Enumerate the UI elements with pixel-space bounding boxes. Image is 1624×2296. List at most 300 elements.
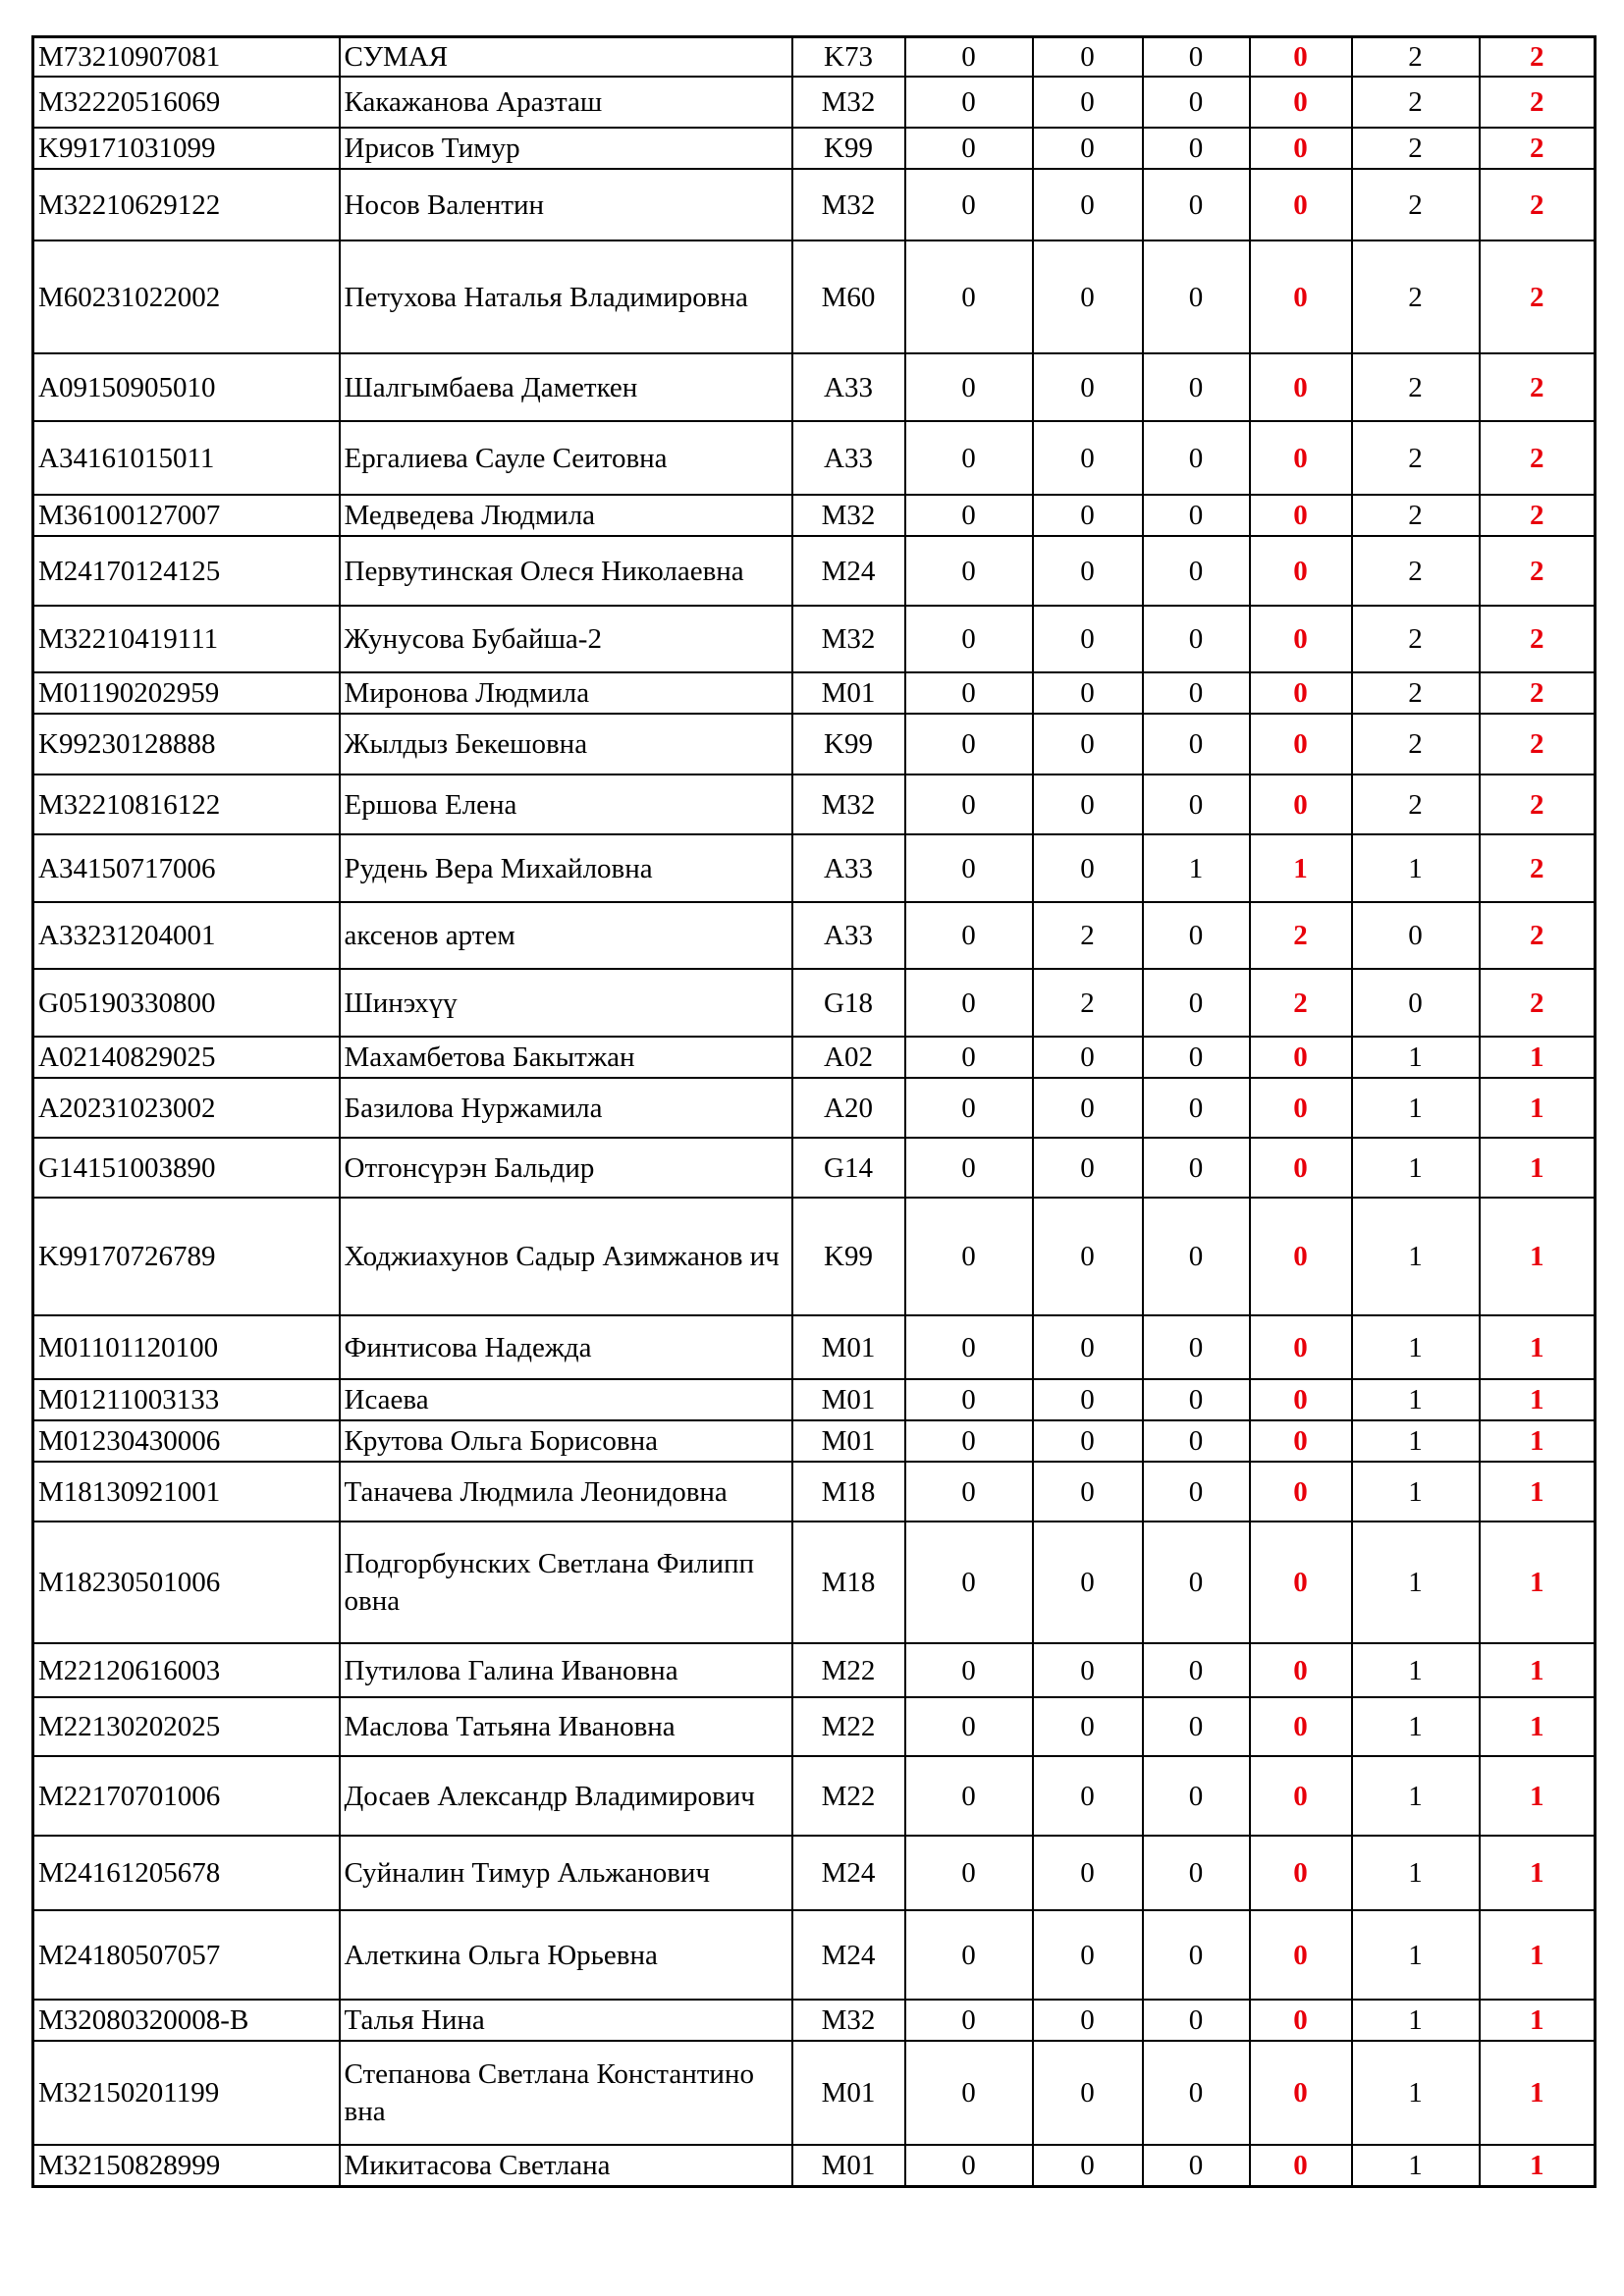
cell-value-3: 0	[1143, 1910, 1250, 2000]
table-row	[33, 37, 1596, 78]
cell-subtotal: 2	[1250, 902, 1352, 969]
cell-id: M73210907081	[33, 37, 340, 78]
cell-subtotal: 0	[1250, 1756, 1352, 1836]
cell-code: A33	[792, 834, 905, 902]
cell-subtotal: 0	[1250, 2041, 1352, 2145]
cell-subtotal: 0	[1250, 1198, 1352, 1315]
cell-name: Суйналин Тимур Альжанович	[340, 1836, 792, 1910]
cell-value-1: 0	[905, 1420, 1033, 1462]
cell-value-1: 0	[905, 77, 1033, 128]
cell-id: G05190330800	[33, 969, 340, 1037]
cell-value-2: 0	[1033, 2000, 1143, 2041]
cell-value-3: 0	[1143, 969, 1250, 1037]
cell-code: M60	[792, 240, 905, 353]
cell-name: Финтисова Надежда	[340, 1315, 792, 1379]
cell-name: Подгорбунских Светлана Филипп овна	[340, 1522, 792, 1643]
cell-value-1: 0	[905, 1315, 1033, 1379]
cell-id: A34161015011	[33, 421, 340, 495]
cell-value-4: 1	[1352, 1420, 1480, 1462]
cell-value-3: 0	[1143, 1315, 1250, 1379]
cell-total: 1	[1480, 1420, 1596, 1462]
cell-id: M24180507057	[33, 1910, 340, 2000]
cell-id: M32210816122	[33, 774, 340, 834]
cell-value-3: 0	[1143, 353, 1250, 421]
cell-total: 2	[1480, 240, 1596, 353]
cell-id: M32150201199	[33, 2041, 340, 2145]
cell-total: 1	[1480, 1697, 1596, 1756]
cell-code: M18	[792, 1522, 905, 1643]
cell-id: M36100127007	[33, 495, 340, 536]
cell-total: 1	[1480, 1315, 1596, 1379]
cell-value-2: 0	[1033, 169, 1143, 240]
cell-name: Шинэхүү	[340, 969, 792, 1037]
table-row	[33, 421, 1596, 495]
table-row	[33, 169, 1596, 240]
cell-code: G14	[792, 1138, 905, 1198]
cell-value-2: 0	[1033, 834, 1143, 902]
table-row	[33, 714, 1596, 774]
cell-value-1: 0	[905, 902, 1033, 969]
cell-name: Петухова Наталья Владимировна	[340, 240, 792, 353]
cell-value-1: 0	[905, 2145, 1033, 2186]
cell-value-2: 0	[1033, 1756, 1143, 1836]
cell-total: 1	[1480, 1198, 1596, 1315]
cell-total: 2	[1480, 536, 1596, 606]
cell-value-1: 0	[905, 1697, 1033, 1756]
table-row	[33, 902, 1596, 969]
cell-total: 2	[1480, 128, 1596, 169]
cell-subtotal: 0	[1250, 1420, 1352, 1462]
results-table	[31, 35, 1597, 2188]
cell-value-2: 0	[1033, 77, 1143, 128]
cell-value-1: 0	[905, 128, 1033, 169]
cell-value-4: 1	[1352, 2145, 1480, 2186]
cell-code: K99	[792, 714, 905, 774]
cell-subtotal: 0	[1250, 1078, 1352, 1138]
cell-value-2: 0	[1033, 37, 1143, 78]
cell-name: Отгонсүрэн Бальдир	[340, 1138, 792, 1198]
cell-name: СУМАЯ	[340, 37, 792, 78]
cell-name: Ершова Елена	[340, 774, 792, 834]
table-row	[33, 1315, 1596, 1379]
cell-name: Жунусова Бубайша-2	[340, 606, 792, 672]
cell-value-1: 0	[905, 2000, 1033, 2041]
cell-value-4: 2	[1352, 495, 1480, 536]
table-row	[33, 1198, 1596, 1315]
cell-value-4: 1	[1352, 1462, 1480, 1522]
cell-value-1: 0	[905, 1198, 1033, 1315]
cell-total: 2	[1480, 421, 1596, 495]
cell-total: 1	[1480, 1836, 1596, 1910]
cell-value-1: 0	[905, 714, 1033, 774]
cell-code: M01	[792, 2145, 905, 2186]
cell-value-2: 0	[1033, 536, 1143, 606]
cell-value-4: 2	[1352, 421, 1480, 495]
cell-subtotal: 0	[1250, 1462, 1352, 1522]
table-row	[33, 495, 1596, 536]
cell-value-3: 0	[1143, 536, 1250, 606]
table-row	[33, 1697, 1596, 1756]
cell-name: Базилова Нуржамила	[340, 1078, 792, 1138]
table-row	[33, 969, 1596, 1037]
cell-value-1: 0	[905, 240, 1033, 353]
cell-value-2: 0	[1033, 1522, 1143, 1643]
cell-name: Крутова Ольга Борисовна	[340, 1420, 792, 1462]
cell-value-1: 0	[905, 495, 1033, 536]
cell-name: Носов Валентин	[340, 169, 792, 240]
cell-value-2: 0	[1033, 421, 1143, 495]
cell-code: M01	[792, 1379, 905, 1420]
cell-id: M01190202959	[33, 672, 340, 714]
cell-id: G14151003890	[33, 1138, 340, 1198]
cell-value-2: 0	[1033, 1462, 1143, 1522]
cell-value-1: 0	[905, 169, 1033, 240]
cell-value-1: 0	[905, 353, 1033, 421]
table-row	[33, 606, 1596, 672]
table-row	[33, 1836, 1596, 1910]
cell-id: K99171031099	[33, 128, 340, 169]
cell-name: Путилова Галина Ивановна	[340, 1643, 792, 1697]
cell-id: M32080320008-B	[33, 2000, 340, 2041]
cell-total: 1	[1480, 1522, 1596, 1643]
cell-value-3: 0	[1143, 1420, 1250, 1462]
cell-total: 2	[1480, 672, 1596, 714]
cell-value-4: 2	[1352, 714, 1480, 774]
cell-id: M22170701006	[33, 1756, 340, 1836]
cell-value-2: 0	[1033, 495, 1143, 536]
cell-value-1: 0	[905, 1836, 1033, 1910]
cell-code: K99	[792, 1198, 905, 1315]
cell-value-2: 0	[1033, 774, 1143, 834]
cell-value-1: 0	[905, 1037, 1033, 1078]
cell-total: 2	[1480, 902, 1596, 969]
table-row	[33, 1643, 1596, 1697]
cell-total: 1	[1480, 1756, 1596, 1836]
cell-id: M24161205678	[33, 1836, 340, 1910]
cell-value-2: 2	[1033, 969, 1143, 1037]
cell-value-1: 0	[905, 1910, 1033, 2000]
cell-value-2: 0	[1033, 240, 1143, 353]
cell-name: Исаева	[340, 1379, 792, 1420]
cell-code: A33	[792, 421, 905, 495]
cell-name: Степанова Светлана Константино вна	[340, 2041, 792, 2145]
cell-value-2: 0	[1033, 2041, 1143, 2145]
cell-total: 2	[1480, 969, 1596, 1037]
cell-value-1: 0	[905, 1138, 1033, 1198]
cell-name: Жылдыз Бекешовна	[340, 714, 792, 774]
table-row	[33, 2145, 1596, 2186]
cell-subtotal: 1	[1250, 834, 1352, 902]
cell-name: Первутинская Олеся Николаевна	[340, 536, 792, 606]
cell-value-2: 2	[1033, 902, 1143, 969]
cell-subtotal: 0	[1250, 1037, 1352, 1078]
cell-total: 1	[1480, 1643, 1596, 1697]
cell-total: 2	[1480, 774, 1596, 834]
cell-code: A33	[792, 353, 905, 421]
cell-value-4: 2	[1352, 169, 1480, 240]
cell-value-4: 1	[1352, 1379, 1480, 1420]
cell-value-1: 0	[905, 1462, 1033, 1522]
cell-value-2: 0	[1033, 2145, 1143, 2186]
cell-id: M22120616003	[33, 1643, 340, 1697]
table-row	[33, 77, 1596, 128]
cell-code: M01	[792, 1315, 905, 1379]
cell-value-4: 2	[1352, 536, 1480, 606]
cell-code: K73	[792, 37, 905, 78]
cell-value-4: 2	[1352, 240, 1480, 353]
cell-name: Ходжиахунов Садыр Азимжанов ич	[340, 1198, 792, 1315]
cell-code: M24	[792, 1910, 905, 2000]
cell-value-4: 1	[1352, 1643, 1480, 1697]
cell-value-3: 0	[1143, 240, 1250, 353]
cell-id: M60231022002	[33, 240, 340, 353]
cell-code: M01	[792, 2041, 905, 2145]
cell-value-3: 0	[1143, 1462, 1250, 1522]
cell-name: Таначева Людмила Леонидовна	[340, 1462, 792, 1522]
cell-value-3: 0	[1143, 2041, 1250, 2145]
cell-value-1: 0	[905, 1522, 1033, 1643]
cell-value-1: 0	[905, 606, 1033, 672]
cell-value-3: 0	[1143, 672, 1250, 714]
cell-name: Миронова Людмила	[340, 672, 792, 714]
cell-value-2: 0	[1033, 672, 1143, 714]
table-row	[33, 774, 1596, 834]
cell-code: A33	[792, 902, 905, 969]
cell-value-1: 0	[905, 1379, 1033, 1420]
cell-value-3: 0	[1143, 1836, 1250, 1910]
cell-code: M32	[792, 2000, 905, 2041]
cell-subtotal: 0	[1250, 2145, 1352, 2186]
table-row	[33, 353, 1596, 421]
cell-name: Алеткина Ольга Юрьевна	[340, 1910, 792, 2000]
cell-value-3: 0	[1143, 1697, 1250, 1756]
cell-value-3: 0	[1143, 714, 1250, 774]
cell-subtotal: 0	[1250, 536, 1352, 606]
cell-value-4: 1	[1352, 834, 1480, 902]
cell-code: M22	[792, 1643, 905, 1697]
cell-value-3: 0	[1143, 902, 1250, 969]
cell-value-1: 0	[905, 2041, 1033, 2145]
cell-name: Шалгымбаева Даметкен	[340, 353, 792, 421]
cell-value-4: 1	[1352, 1697, 1480, 1756]
cell-value-4: 1	[1352, 1756, 1480, 1836]
cell-value-3: 0	[1143, 169, 1250, 240]
cell-subtotal: 2	[1250, 969, 1352, 1037]
cell-value-2: 0	[1033, 1138, 1143, 1198]
cell-value-1: 0	[905, 37, 1033, 78]
cell-value-3: 0	[1143, 1037, 1250, 1078]
cell-code: M32	[792, 606, 905, 672]
cell-subtotal: 0	[1250, 1910, 1352, 2000]
cell-id: A33231204001	[33, 902, 340, 969]
table-row	[33, 1037, 1596, 1078]
cell-value-2: 0	[1033, 714, 1143, 774]
table-row	[33, 240, 1596, 353]
cell-id: A34150717006	[33, 834, 340, 902]
cell-value-4: 1	[1352, 1910, 1480, 2000]
cell-name: Талья Нина	[340, 2000, 792, 2041]
cell-value-4: 1	[1352, 1198, 1480, 1315]
cell-code: M22	[792, 1756, 905, 1836]
cell-total: 1	[1480, 2145, 1596, 2186]
cell-value-1: 0	[905, 536, 1033, 606]
cell-subtotal: 0	[1250, 1522, 1352, 1643]
cell-code: M22	[792, 1697, 905, 1756]
cell-name: Маслова Татьяна Ивановна	[340, 1697, 792, 1756]
cell-value-4: 2	[1352, 77, 1480, 128]
cell-id: M32210629122	[33, 169, 340, 240]
cell-value-1: 0	[905, 672, 1033, 714]
cell-name: аксенов артем	[340, 902, 792, 969]
cell-value-2: 0	[1033, 1420, 1143, 1462]
cell-subtotal: 0	[1250, 169, 1352, 240]
cell-code: M32	[792, 77, 905, 128]
cell-id: M24170124125	[33, 536, 340, 606]
cell-value-3: 0	[1143, 128, 1250, 169]
cell-value-4: 1	[1352, 2000, 1480, 2041]
cell-value-2: 0	[1033, 1643, 1143, 1697]
cell-value-4: 1	[1352, 1522, 1480, 1643]
cell-value-3: 0	[1143, 1756, 1250, 1836]
cell-total: 2	[1480, 37, 1596, 78]
cell-id: M01230430006	[33, 1420, 340, 1462]
cell-code: M01	[792, 672, 905, 714]
cell-value-2: 0	[1033, 1315, 1143, 1379]
cell-subtotal: 0	[1250, 1643, 1352, 1697]
cell-value-1: 0	[905, 421, 1033, 495]
cell-subtotal: 0	[1250, 495, 1352, 536]
cell-value-4: 1	[1352, 2041, 1480, 2145]
cell-value-2: 0	[1033, 1198, 1143, 1315]
cell-value-3: 0	[1143, 77, 1250, 128]
cell-total: 2	[1480, 495, 1596, 536]
table-row	[33, 536, 1596, 606]
cell-code: M18	[792, 1462, 905, 1522]
cell-code: M32	[792, 774, 905, 834]
cell-value-4: 0	[1352, 902, 1480, 969]
cell-code: M24	[792, 536, 905, 606]
cell-name: Махамбетова Бакытжан	[340, 1037, 792, 1078]
cell-subtotal: 0	[1250, 672, 1352, 714]
cell-value-2: 0	[1033, 1078, 1143, 1138]
cell-code: G18	[792, 969, 905, 1037]
table-row	[33, 1379, 1596, 1420]
cell-total: 1	[1480, 1462, 1596, 1522]
cell-value-4: 2	[1352, 606, 1480, 672]
table-body	[33, 37, 1596, 2187]
cell-value-3: 0	[1143, 1198, 1250, 1315]
cell-value-1: 0	[905, 969, 1033, 1037]
cell-total: 1	[1480, 1910, 1596, 2000]
cell-code: M24	[792, 1836, 905, 1910]
cell-id: M22130202025	[33, 1697, 340, 1756]
cell-code: M32	[792, 495, 905, 536]
cell-value-2: 0	[1033, 1037, 1143, 1078]
cell-subtotal: 0	[1250, 606, 1352, 672]
table-row	[33, 1078, 1596, 1138]
cell-total: 1	[1480, 2041, 1596, 2145]
cell-value-3: 0	[1143, 1522, 1250, 1643]
cell-value-4: 0	[1352, 969, 1480, 1037]
cell-value-3: 0	[1143, 1379, 1250, 1420]
cell-value-1: 0	[905, 1643, 1033, 1697]
cell-id: M18130921001	[33, 1462, 340, 1522]
cell-value-4: 1	[1352, 1078, 1480, 1138]
cell-name: Ергалиева Сауле Сеитовна	[340, 421, 792, 495]
cell-id: M32210419111	[33, 606, 340, 672]
cell-id: M18230501006	[33, 1522, 340, 1643]
cell-total: 2	[1480, 834, 1596, 902]
table-row	[33, 1756, 1596, 1836]
table-row	[33, 2000, 1596, 2041]
cell-total: 2	[1480, 606, 1596, 672]
cell-total: 2	[1480, 353, 1596, 421]
cell-value-1: 0	[905, 1756, 1033, 1836]
cell-id: M01101120100	[33, 1315, 340, 1379]
cell-subtotal: 0	[1250, 1315, 1352, 1379]
cell-value-3: 0	[1143, 1078, 1250, 1138]
cell-id: A02140829025	[33, 1037, 340, 1078]
cell-value-3: 0	[1143, 421, 1250, 495]
cell-subtotal: 0	[1250, 714, 1352, 774]
cell-value-3: 0	[1143, 495, 1250, 536]
cell-subtotal: 0	[1250, 1697, 1352, 1756]
cell-name: Какажанова Аразташ	[340, 77, 792, 128]
table-row	[33, 1910, 1596, 2000]
table-row	[33, 128, 1596, 169]
cell-name: Ирисов Тимур	[340, 128, 792, 169]
table-row	[33, 1420, 1596, 1462]
cell-total: 2	[1480, 169, 1596, 240]
table-row	[33, 1522, 1596, 1643]
cell-value-4: 2	[1352, 672, 1480, 714]
cell-value-4: 2	[1352, 774, 1480, 834]
table-row	[33, 672, 1596, 714]
cell-value-3: 0	[1143, 1643, 1250, 1697]
cell-id: M01211003133	[33, 1379, 340, 1420]
cell-code: A02	[792, 1037, 905, 1078]
cell-value-4: 1	[1352, 1138, 1480, 1198]
cell-code: A20	[792, 1078, 905, 1138]
cell-subtotal: 0	[1250, 421, 1352, 495]
cell-subtotal: 0	[1250, 2000, 1352, 2041]
cell-subtotal: 0	[1250, 1138, 1352, 1198]
cell-id: A09150905010	[33, 353, 340, 421]
cell-id: K99230128888	[33, 714, 340, 774]
cell-value-3: 1	[1143, 834, 1250, 902]
cell-value-3: 0	[1143, 1138, 1250, 1198]
cell-value-3: 0	[1143, 606, 1250, 672]
cell-value-2: 0	[1033, 353, 1143, 421]
cell-subtotal: 0	[1250, 1379, 1352, 1420]
cell-value-2: 0	[1033, 1910, 1143, 2000]
cell-total: 1	[1480, 2000, 1596, 2041]
cell-value-2: 0	[1033, 606, 1143, 672]
cell-code: K99	[792, 128, 905, 169]
cell-value-2: 0	[1033, 1379, 1143, 1420]
table-row	[33, 2041, 1596, 2145]
cell-value-2: 0	[1033, 1836, 1143, 1910]
cell-code: M01	[792, 1420, 905, 1462]
cell-id: A20231023002	[33, 1078, 340, 1138]
cell-value-2: 0	[1033, 128, 1143, 169]
cell-value-1: 0	[905, 774, 1033, 834]
cell-total: 1	[1480, 1138, 1596, 1198]
cell-name: Рудень Вера Михайловна	[340, 834, 792, 902]
table-row	[33, 1462, 1596, 1522]
cell-total: 2	[1480, 714, 1596, 774]
cell-subtotal: 0	[1250, 77, 1352, 128]
